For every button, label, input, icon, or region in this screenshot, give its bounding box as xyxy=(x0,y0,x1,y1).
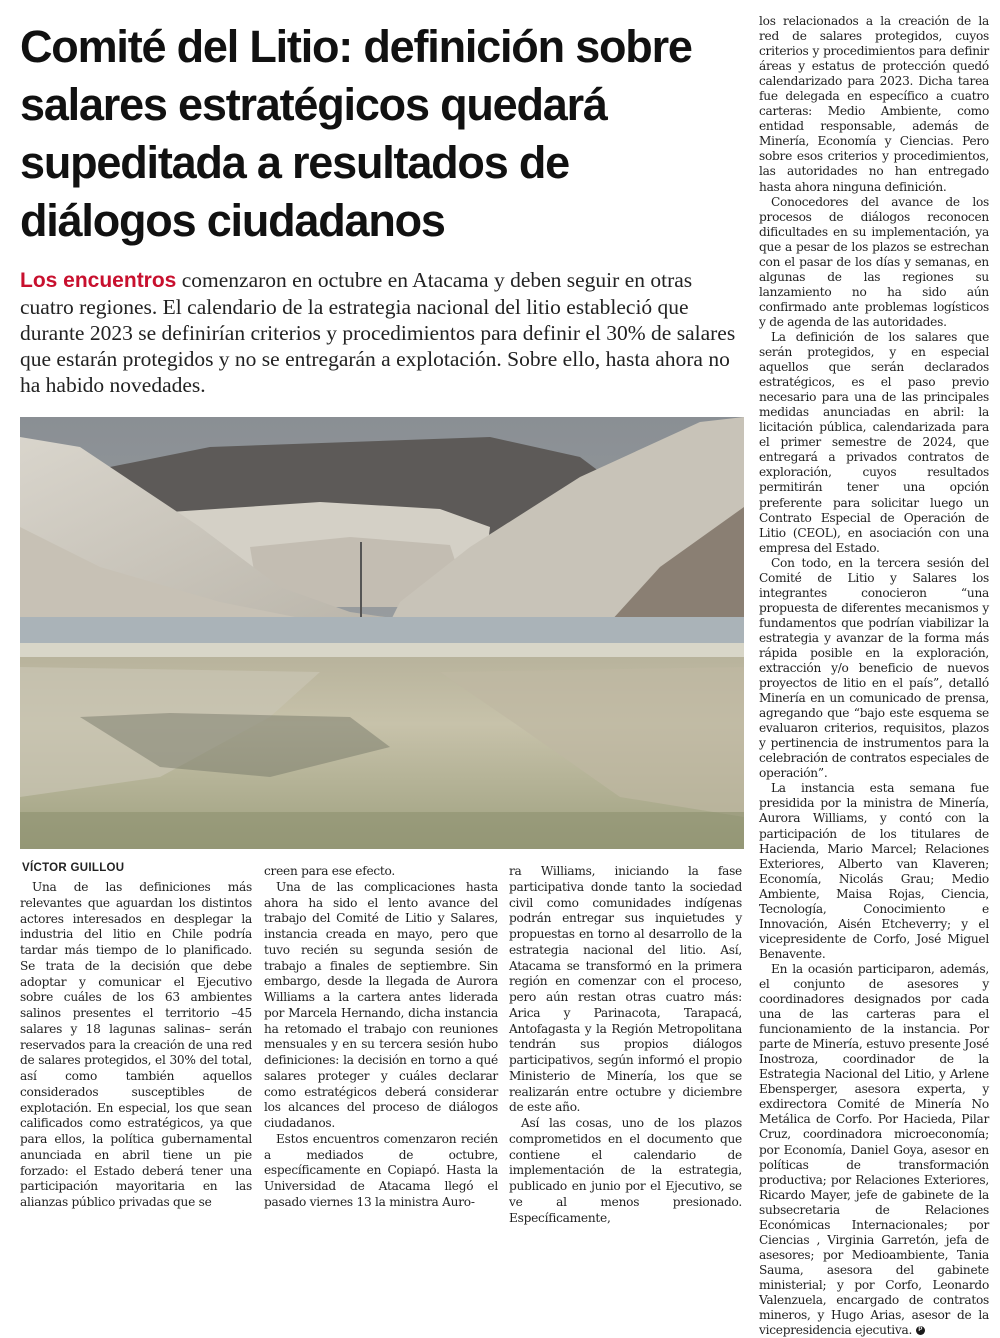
article-lead xyxy=(20,267,740,398)
lead-text: comenzaron en octubre en Atacama y deben seguir en otras cuatro regiones. El calendario de la estrategia nacional del litio estableció que durante 2023 se definirían criterios y procedimientos para definir el 30% de salares que estarán protegidos y no se entregarán a explotación. Sobre ello, hasta ahora no ha habido novedades. xyxy=(20,268,736,397)
paragraph: ra Williams, iniciando la fase participativa donde tanto la sociedad civil como comunidades indígenas podrán entregar sus inquietudes y propuestas en torno al desarrollo de la estrategia nacional del litio. Así, Atacama se transformó en la primera región en comenzar con el proceso, pero aún restan otras cuatro más: Arica y Parinacota, Tarapacá, Antofagasta y la Región Metropolitana tendrán sus propios diálogos participativos, según informó el propio Ministerio de Minería, los que se realizarán entre octubre y diciembre de este año. xyxy=(509,864,742,1115)
paragraph: Estos encuentros comenzaron recién a mediados de octubre, específicamente en Copiapó. Hasta la Universidad de Atacama llegó el pasado viernes 13 la ministra Auro- xyxy=(264,1131,498,1209)
paragraph: Con todo, en la tercera sesión del Comité de Litio y Salares los integrantes conocieron “una propuesta de diferentes mecanismos y fundamentos que podrían viabilizar la estrategia y avanzar de la forma más rápida posible en la exploración, extracción y/o beneficio de nuevos proyectos de litio en el país”, detalló Minería en un comunicado de prensa, agregando que “bajo este esquema se evaluaron criterios, requisitos, plazos y pertinencia de instrumentos para la celebración de contratos especiales de operación”. xyxy=(759,555,989,781)
paragraph xyxy=(759,962,989,1338)
paragraph: Así las cosas, uno de los plazos comprometidos en el documento que contiene el calendario de implementación de la estrategia, publicado en junio por el Ejecutivo, se ve al menos presionado. Específicamente, xyxy=(509,1116,742,1225)
end-of-article-icon: P xyxy=(916,1326,925,1335)
salt-flat-photo-image xyxy=(20,417,744,849)
paragraph: La instancia esta semana fue presidida por la ministra de Minería, Aurora Williams, y contó con la participación de los titulares de Hacienda, Mario Marcel; Relaciones Exteriores, Alberto van Klaveren; Economía, Nicolás Grau; Medio Ambiente, Maisa Rojas, Ciencia, Tecnología, Conocimiento e Innovación, Aisén Etcheverry; y el vicepresidente de Corfo, José Miguel Benavente. xyxy=(759,781,989,961)
paragraph: creen para ese efecto. xyxy=(264,864,396,878)
lead-kicker: Los encuentros xyxy=(20,269,177,292)
paragraph-text: En la ocasión participaron, además, el conjunto de asesores y coordinadores designados por cada una de las carteras para el funcionamiento de la instancia. Por parte de Minería, estuvo presente José Inostroza, coordinador de la Estrategia Nacional del Litio, y Arlene Ebensperger, asesora experta, y exdirectora Comité de Minería No Metálica de Corfo. Por Hacieda, Pilar Cruz, coordinadora microeconomía; por Economía, Daniel Goya, asesor en políticas de transformación productiva; por Relaciones Exteriores, Ricardo Mayer, jefe de gabinete de la subsecretaria de Relaciones Económicas Internacionales; por Ciencias , Virginia Garretón, jefa de asesores; por Medioambiente, Tania Sauma, asesora del gabinete ministerial; y por Corfo, Leonardo Valenzuela, encargado de contratos mineros, y Hugo Arias, asesor de la vicepresidencia ejecutiva. xyxy=(759,961,989,1338)
salt-flat-photo xyxy=(20,417,744,849)
paragraph: La definición de los salares que serán protegidos, y en especial aquellos que serán declarados estratégicos, es el paso previo necesario para una de las principales medidas anunciadas en abril: la licitación pública, calendarizada para el primer semestre de 2024, que entregará a privados contratos de exploración, cuyos resultados permitirán tener una opción preferente para solicitar luego un Contrato Especial de Operación de Litio (CEOL), en asociación con una empresa del Estado. xyxy=(759,329,989,555)
article-column-2 xyxy=(264,864,498,1209)
paragraph: Una de las definiciones más relevantes que aguardan los distintos actores interesados en desplegar la industria del litio en Chile podría tardar más tiempo de lo planificado. Se trata de la decisión que debe adoptar y comunicar el Ejecutivo sobre cuáles de los 63 ambientes salinos presentes el territorio –45 salares y 18 lagunas salinas– serán reservados para la creación de una red de salares protegidos, el 30% del total, así como también aquellos considerados susceptibles de explotación. En especial, los que sean calificados como estratégicos, ya que para ellos, la política gubernamental anunciada en abril tiene un pie forzado: el Estado deberá tener una participación mayoritaria en las alianzas público privadas que se xyxy=(20,880,252,1209)
article-column-1 xyxy=(20,880,252,1209)
byline: VÍCTOR GUILLOU xyxy=(22,862,125,874)
paragraph: Conocedores del avance de los procesos de diálogos reconocen dificultades en su implementación, ya que a pesar de los plazos se estrechan con el pasar de los días y semanas, en algunas de las regiones su lanzamiento no ha sido aún confirmado ante problemas logísticos y de agenda de las autoridades. xyxy=(759,194,989,329)
paragraph: Una de las complicaciones hasta ahora ha sido el lento avance del trabajo del Comité de Litio y Salares, instancia creada en mayo, pero que tuvo recién su segunda sesión de trabajo a finales de septiembre. Sin embargo, desde la llegada de Aurora Williams a la cartera antes liderada por Marcela Hernando, dicha instancia ha retomado el trabajo con reuniones mensuales y en su tercera sesión hubo definiciones: la decisión en torno a qué salares proteger y cuáles declarar como estratégicos deberá considerar los alcances del proceso de diálogos ciudadanos. xyxy=(264,879,498,1130)
article-column-4 xyxy=(759,14,989,1338)
article-column-3 xyxy=(509,864,742,1225)
paragraph: los relacionados a la creación de la red de salares protegidos, cuyos criterios y procedimientos para definir áreas y estatus de protección quedó calendarizado para 2023. Dicha tarea fue delegada en específico a cuatro carteras: Medio Ambiente, como entidad responsable, además de Minería, Economía y Ciencias. Pero sobre esos criterios y procedimientos, las autoridades no han entregado hasta ahora ninguna definición. xyxy=(759,14,989,194)
article-headline: Comité del Litio: definición sobre salares estratégicos quedará supeditada a resultados de diálogos ciudadanos xyxy=(20,21,692,246)
